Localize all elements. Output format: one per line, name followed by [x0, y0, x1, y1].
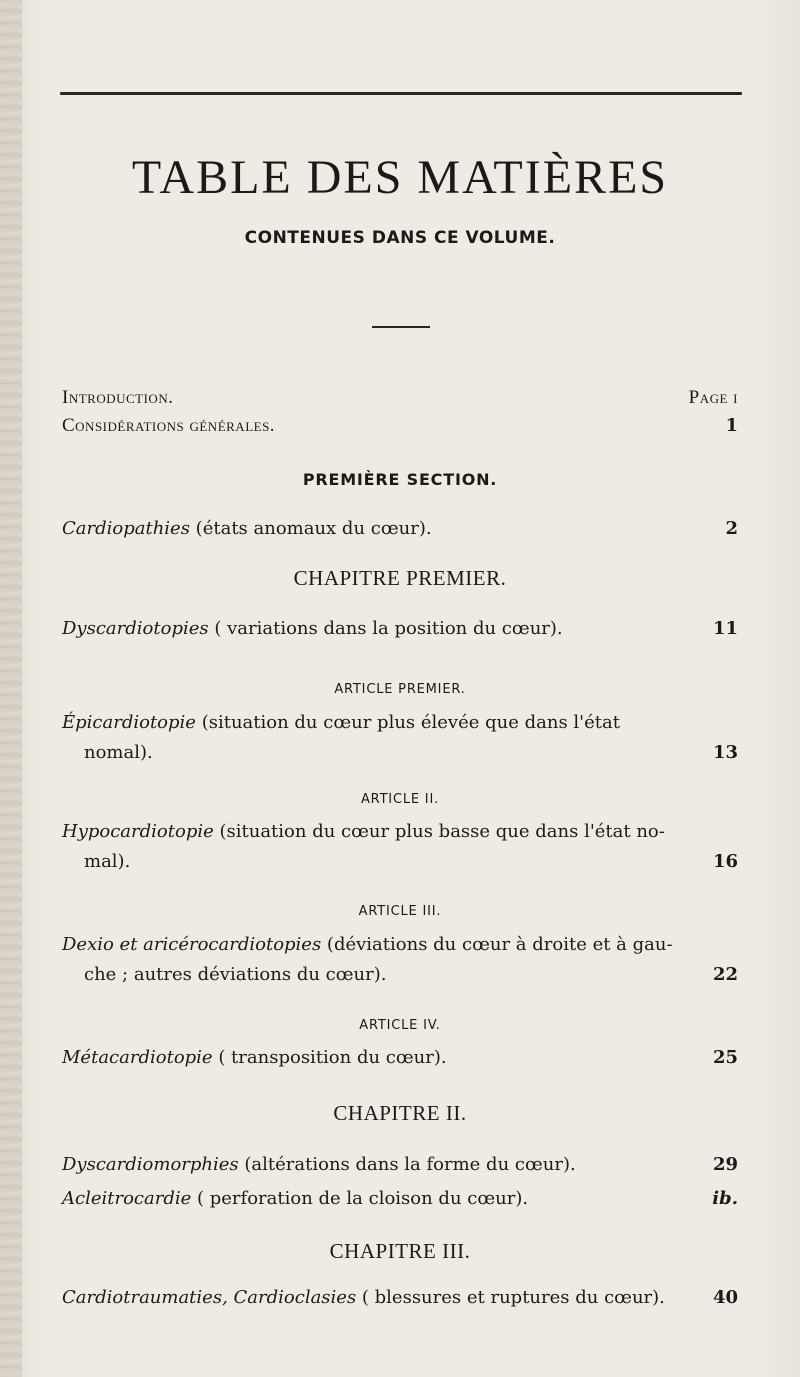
article-heading: ARTICLE PREMIER.: [334, 682, 466, 697]
toc-entry-dexiocardiotopies: [62, 930, 738, 990]
entry-description-cont: nomal).: [84, 742, 153, 763]
toc-page: 22: [712, 964, 738, 985]
entry-description: ( blessures et ruptures du cœur).: [356, 1287, 665, 1308]
toc-page: 13: [712, 742, 738, 763]
page-subtitle: CONTENUES DANS CE VOLUME.: [244, 228, 556, 248]
top-rule: [60, 92, 742, 95]
chapter-heading: CHAPITRE III.: [329, 1239, 471, 1263]
entry-title: Métacardiotopie: [62, 1047, 213, 1068]
article-heading: ARTICLE IV.: [359, 1018, 441, 1033]
entry-title: Épicardiotopie: [62, 712, 196, 733]
toc-page: 29: [712, 1154, 738, 1175]
chapter-heading: CHAPITRE PREMIER.: [293, 566, 507, 590]
toc-page: Page i: [688, 387, 738, 408]
toc-row-cardiotraumaties: [62, 1286, 738, 1310]
toc-entry-hypocardiotopie: [62, 817, 738, 877]
entry-description: ( transposition du cœur).: [212, 1047, 447, 1068]
article-heading: ARTICLE III.: [358, 904, 442, 919]
toc-page: 25: [712, 1047, 738, 1068]
entry-title: Acleitrocardie: [62, 1188, 192, 1209]
toc-row-cardiopathies: [62, 517, 738, 541]
article-heading: ARTICLE II.: [360, 792, 440, 807]
toc-label: Introduction.: [62, 387, 174, 408]
entry-description: (états anomaux du cœur).: [189, 518, 432, 539]
entry-title: Hypocardiotopie: [62, 821, 214, 842]
chapter-heading: CHAPITRE II.: [333, 1101, 467, 1125]
entry-title: Dyscardiotopies: [62, 618, 209, 639]
toc-page: 16: [712, 851, 738, 872]
entry-title: Dyscardiomorphies: [62, 1154, 239, 1175]
entry-title: Cardiotraumaties, Cardioclasies: [62, 1287, 357, 1308]
toc-page: 11: [712, 618, 738, 639]
toc-label: Considérations générales.: [62, 415, 276, 436]
entry-description-cont: mal).: [84, 851, 131, 872]
toc-page: 40: [712, 1287, 738, 1308]
toc-row-introduction: [62, 386, 738, 410]
toc-row-acleitrocardie: [62, 1187, 738, 1211]
entry-description: ( perforation de la cloison du cœur).: [191, 1188, 529, 1209]
entry-title: Cardiopathies: [62, 518, 190, 539]
toc-row-considerations: [62, 414, 738, 438]
toc-row-dyscardiomorphies: [62, 1153, 738, 1177]
entry-description: ( variations dans la position du cœur).: [208, 618, 563, 639]
toc-row-dyscardiotopies: [62, 617, 738, 641]
entry-description-cont: che ; autres déviations du cœur).: [84, 964, 387, 985]
toc-page: 1: [725, 415, 738, 436]
entry-title: Dexio et aricérocardiotopies: [62, 934, 322, 955]
entry-description: (altérations dans la forme du cœur).: [238, 1154, 576, 1175]
toc-row-metacardiotopie: [62, 1046, 738, 1070]
toc-entry-epicardiotopie: [62, 708, 738, 768]
section-heading: PREMIÈRE SECTION.: [302, 470, 498, 489]
toc-page: 2: [725, 518, 738, 539]
toc-page: ib.: [712, 1188, 738, 1209]
entry-description: (déviations du cœur à droite et à gau-: [321, 934, 673, 955]
entry-description: (situation du cœur plus élevée que dans l'état: [195, 712, 620, 733]
page-title: TABLE DES MATIÈRES: [131, 151, 669, 204]
entry-description: (situation du cœur plus basse que dans l'état no-: [213, 821, 665, 842]
separator-rule: [372, 326, 430, 328]
